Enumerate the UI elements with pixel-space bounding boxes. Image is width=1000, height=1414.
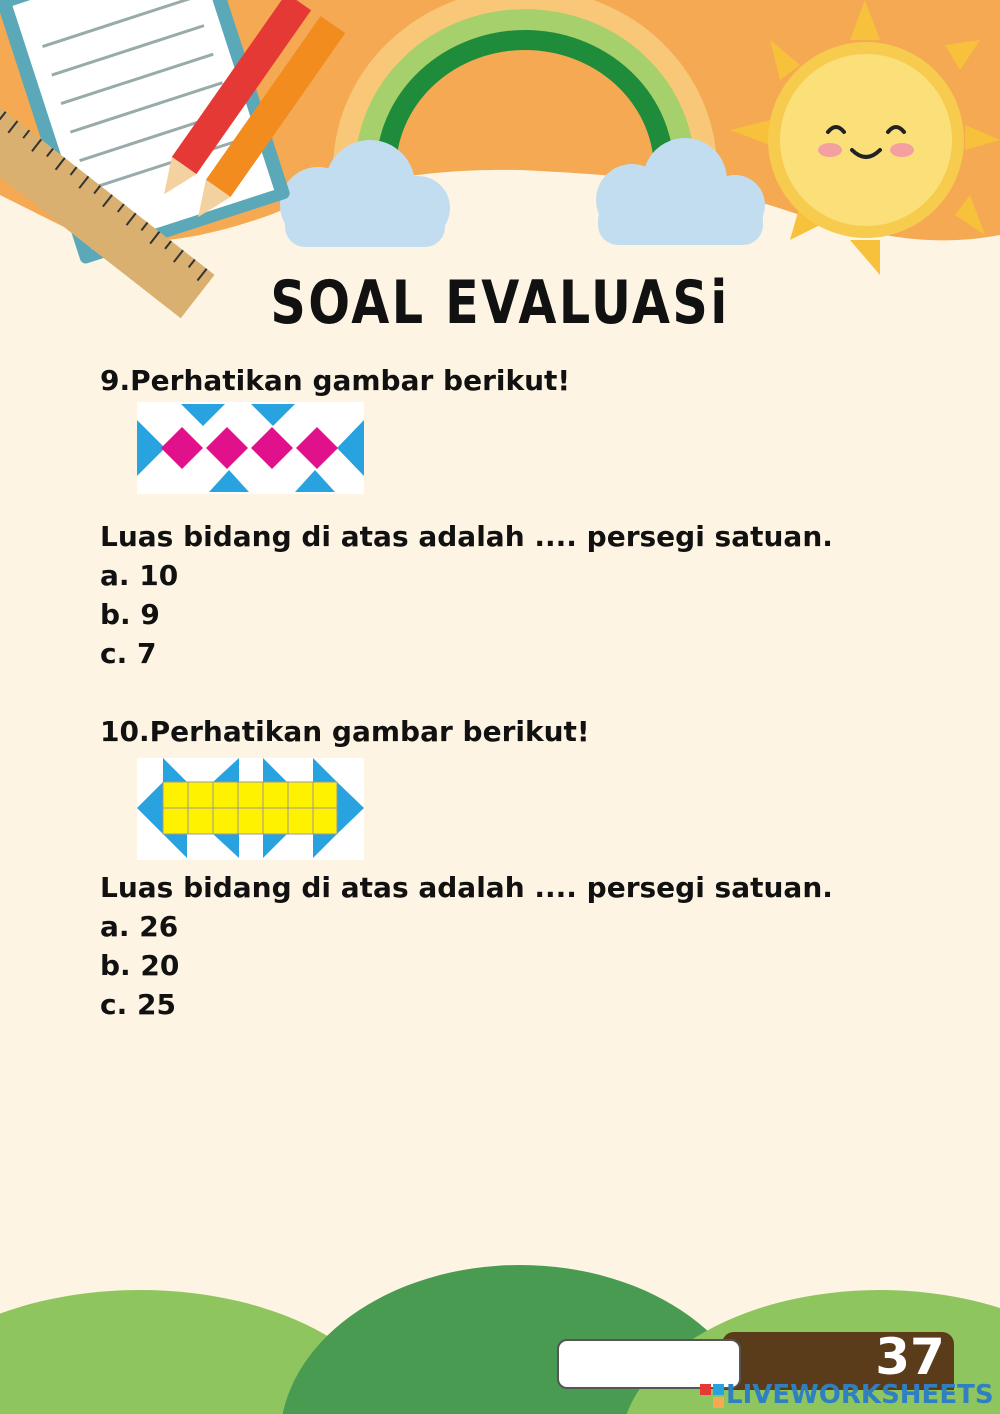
question-9-option-b[interactable]: b. 9 [100,598,160,631]
question-10-figure [137,758,364,860]
question-10-option-b[interactable]: b. 20 [100,949,180,982]
question-9-prompt: 9.Perhatikan gambar berikut! [100,364,571,397]
page-number: 37 [875,1328,945,1386]
answer-input-box[interactable] [557,1339,741,1389]
liveworksheets-logo-icon [700,1384,724,1408]
question-9-option-c[interactable]: c. 7 [100,637,157,670]
brand-name: LIVEWORKSHEETS [726,1380,994,1410]
yellow-grid [163,782,337,834]
question-10-prompt: 10.Perhatikan gambar berikut! [100,715,590,748]
page-title: SOAL EVALUASi [270,268,730,338]
question-9-stem: Luas bidang di atas adalah .... persegi satuan. [100,520,833,553]
diamond-shapes [161,427,338,469]
question-10-option-a[interactable]: a. 26 [100,910,179,943]
question-9-option-a[interactable]: a. 10 [100,559,179,592]
question-10-stem: Luas bidang di atas adalah .... persegi satuan. [100,871,833,904]
question-9-figure [137,402,364,494]
question-10-option-c[interactable]: c. 25 [100,988,176,1021]
